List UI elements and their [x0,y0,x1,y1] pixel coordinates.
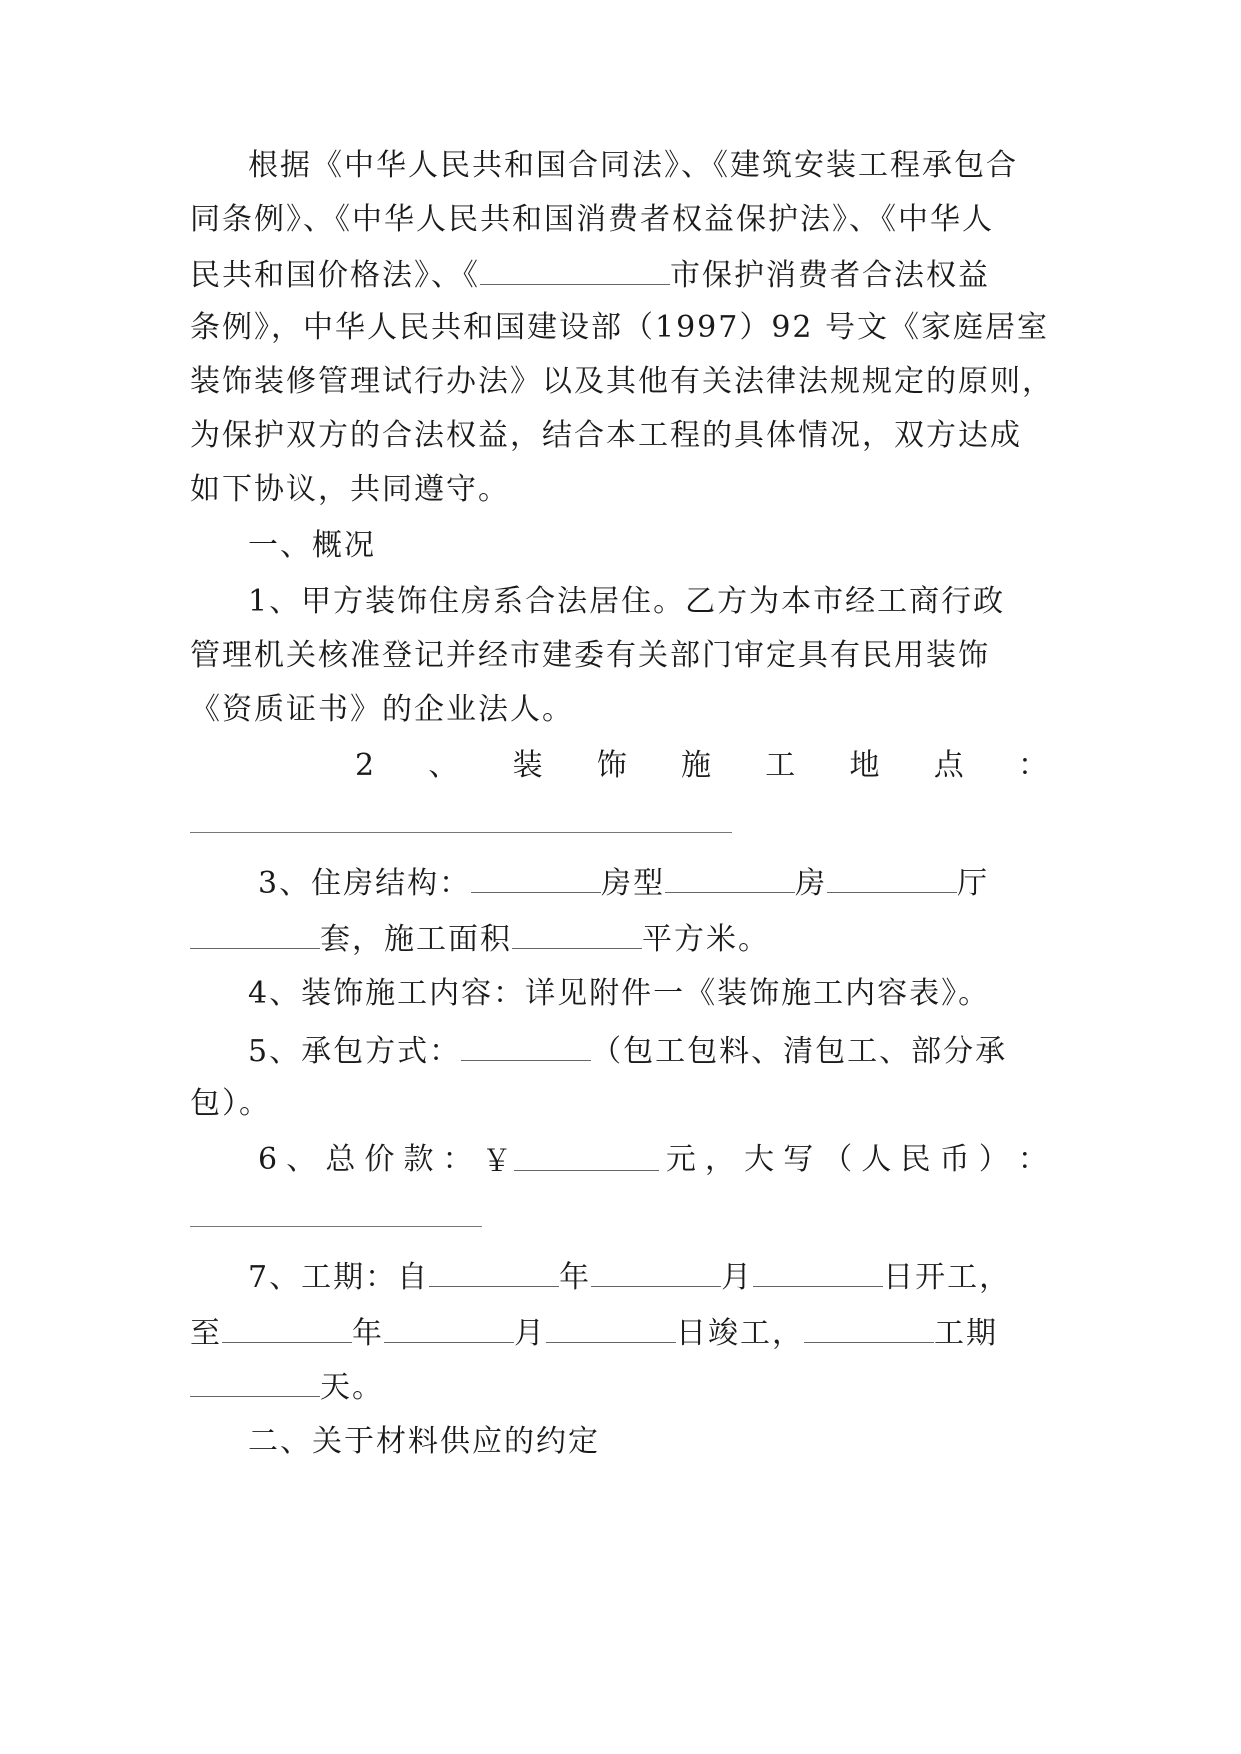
section-heading-materials: 二、关于材料供应的约定 [248,1424,600,1459]
price-number-blank[interactable] [514,1140,659,1171]
price-words-blank[interactable] [190,1226,482,1227]
area-blank[interactable] [512,918,642,949]
structure-blank-3[interactable] [827,862,957,893]
end-month-blank[interactable] [384,1312,514,1343]
item5-line-1: 5、承包方式： （包工包料、清包工、部分承 [190,1030,1050,1070]
item7-line-2: 至 年 月 日竣工， 工期 [190,1312,1050,1352]
period-prefix-blank[interactable] [804,1312,934,1343]
end-day-blank[interactable] [546,1312,676,1343]
item3-line-2: 套，施工面积 平方米。 [190,918,1050,958]
intro-line-1: 根据《中华人民共和国合同法》、《建筑安装工程承包合 [248,148,1018,183]
contract-mode-blank[interactable] [461,1030,591,1061]
intro-line-6: 为保护双方的合法权益，结合本工程的具体情况，双方达成 [190,418,1022,453]
intro-line-4: 条例》，中华人民共和国建设部（1997）92 号文《家庭居室 [190,310,1050,345]
item7-line-3: 天。 [190,1366,1050,1406]
item1-line-1: 1、甲方装饰住房系合法居住。乙方为本市经工商行政 [248,584,1006,619]
item1-line-3: 《资质证书》的企业法人。 [190,692,574,727]
item3-line-1: 3、住房结构： 房型 房 厅 [190,862,1050,902]
item6-price-line: 6 、 总 价 款 ： ￥ 元 ， 大 写 （ 人 民 币 ） ： [258,1142,1050,1179]
end-year-blank[interactable] [222,1312,352,1343]
start-month-blank[interactable] [591,1256,721,1287]
section-heading-overview: 一、概况 [248,528,376,563]
item7-line-1: 7、工期：自 年 月 日开工， [190,1256,1050,1296]
location-blank[interactable] [190,832,732,833]
item1-line-2: 管理机关核准登记并经市建委有关部门审定具有民用装饰 [190,638,990,673]
intro-line-7: 如下协议，共同遵守。 [190,472,510,507]
structure-blank-2[interactable] [665,862,795,893]
structure-blank-4[interactable] [190,918,320,949]
item4-line: 4、装饰施工内容：详见附件一《装饰施工内容表》。 [248,976,991,1011]
start-year-blank[interactable] [429,1256,559,1287]
period-days-blank[interactable] [190,1366,320,1397]
start-day-blank[interactable] [753,1256,883,1287]
item2-location-line: 2 、 装 饰 施 工 地 点 ： [355,748,1050,783]
item5-line-2: 包）。 [190,1086,271,1121]
intro-line-5: 装饰装修管理试行办法》以及其他有关法律法规规定的原则， [190,364,1054,399]
structure-blank-1[interactable] [471,862,601,893]
intro-line-3: 民共和国价格法》、《 市保护消费者合法权益 [190,254,1050,294]
city-name-blank[interactable] [480,254,670,285]
intro-line-2: 同条例》、《中华人民共和国消费者权益保护法》、《中华人 [190,202,994,237]
